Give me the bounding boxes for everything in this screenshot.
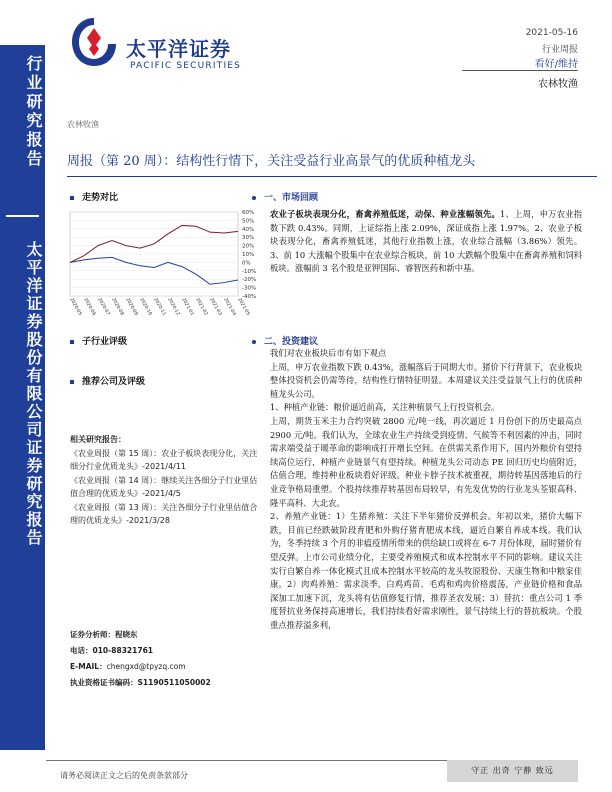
report-type: 行业周报 <box>541 45 578 55</box>
series-line-1 <box>70 225 238 262</box>
related-report-item[interactable]: 《农业周报（第 13 周）：关注各细分子行业里估值合理的优质龙头》-2021/3/28 <box>70 502 258 525</box>
bullet-dot-icon <box>252 340 256 344</box>
y-tick-label: 50% <box>242 218 255 225</box>
section-heading-1: 一、市场回顾 <box>252 190 318 203</box>
analyst-info <box>70 627 260 691</box>
y-tick-label: -40% <box>242 294 257 300</box>
investment-advice-body <box>270 347 582 632</box>
header-industry: 农林牧渔 <box>538 79 578 90</box>
footer-motto: 守正 出奇 宁静 致远 <box>447 760 578 782</box>
phone-row <box>70 643 260 659</box>
cert-row <box>70 675 260 691</box>
report-title: 周报（第 20 周）：结构性行情下，关注受益行业高景气的优质种植龙头 <box>67 154 476 169</box>
advice-paragraph: 我们对农业板块后市有如下观点 <box>270 348 387 358</box>
market-review-lead: 农业子板块表现分化，畜禽养殖低迷，动保、种业涨幅领先。 <box>270 209 501 219</box>
phone-label: 电话： <box>70 646 93 655</box>
footer-disclaimer: 请务必阅读正文之后的免责条款部分 <box>60 771 188 780</box>
x-tick-label: 2021-04 <box>222 297 237 317</box>
advice-paragraph: 上周，申万农业指数下跌 0.43%，涨幅落后于同期大市。猪价下行背景下，农业板块整体投资机会仍需等待，结构性行情特征明显。本周建议关注受益景气上行的优质种植龙头公司。 <box>270 361 582 399</box>
sidebar-label-top: 行业研究报告 <box>24 55 43 169</box>
trend-chart <box>66 208 266 320</box>
bullet-dot-icon <box>252 196 256 200</box>
title-divider <box>67 176 597 177</box>
related-heading: 相关研究报告： <box>70 435 126 444</box>
y-tick-label: 60% <box>242 210 255 216</box>
pacific-securities-logo-icon <box>68 14 120 70</box>
email-link[interactable]: chengxd@tpyzq.com <box>106 662 186 671</box>
x-tick-label: 2021-03 <box>208 297 223 317</box>
x-tick-label: 2021-02 <box>194 297 209 317</box>
y-tick-label: -20% <box>242 277 257 284</box>
sidebar-band <box>0 45 45 750</box>
bullet-square-icon <box>70 196 74 200</box>
x-tick-label: 2021-01 <box>180 297 195 317</box>
y-tick-label: 0% <box>242 260 251 267</box>
x-tick-label: 2020-11 <box>152 297 167 317</box>
section-heading-2: 二、投资建议 <box>252 334 318 347</box>
industry-rating: 看好/维持 <box>534 59 578 70</box>
market-review-text: 1、上周，申万农业指数下跌 0.43%。同期，上证综指上涨 2.09%，深证成指上涨 1.97%。2、农业子板块表现分化，畜禽养殖低迷，其他行业指数上涨，农业综合涨幅（3.86%）领先。3、前 10 大涨幅个股集中在农业综合板块，前 10 大跌幅个股集中在畜禽养殖和饲料板块。涨幅前 3 名个股是亚钾国际、睿智医药和新中基。 <box>270 209 582 274</box>
report-date: 2021-05-16 <box>525 28 578 38</box>
industry-tag: 农林牧渔 <box>67 120 99 129</box>
cert-value: S1190511050002 <box>137 678 211 687</box>
email-row <box>70 659 260 675</box>
y-tick-label: 10% <box>242 252 255 258</box>
phone-value: 010-88321761 <box>92 646 154 655</box>
x-tick-label: 2020-09 <box>124 297 139 317</box>
analyst-name: 程晓东 <box>115 630 138 639</box>
x-tick-label: 2020-05 <box>68 297 83 317</box>
y-tick-label: 20% <box>242 243 255 250</box>
related-reports <box>70 433 258 528</box>
related-report-item[interactable]: 《农业周报（第 14 周）：继续关注各细分子行业里估值合理的优质龙头》-2021/4/5 <box>70 475 258 498</box>
x-tick-label: 2020-12 <box>166 297 181 317</box>
y-tick-label: 40% <box>242 226 255 233</box>
sidebar-divider <box>6 215 39 217</box>
recommend-heading: 推荐公司及评级 <box>70 374 145 387</box>
bullet-square-icon <box>70 380 74 384</box>
x-tick-label: 2020-08 <box>110 297 125 317</box>
cert-label: 执业资格证书编码： <box>70 678 138 687</box>
related-report-item[interactable]: 《农业周报（第 15 周）：农业子板块表现分化，关注细分行业优质龙头》-2021/4/11 <box>70 448 258 471</box>
logo-wordmark-cn: 太平洋证券 <box>126 37 231 61</box>
advice-paragraph: 1、种植产业链：粮价逼近前高，关注种植景气上行投资机会。 <box>270 402 500 413</box>
x-tick-label: 2020-07 <box>96 297 111 317</box>
sidebar-label-bottom: 太平洋证券股份有限公司证券研究报告 <box>24 241 43 547</box>
x-tick-label: 2021-05 <box>236 297 251 317</box>
x-tick-label: 2020-10 <box>138 297 153 317</box>
analyst-row <box>70 627 260 643</box>
y-tick-label: -30% <box>242 285 257 292</box>
logo-wordmark-en: PACIFIC SECURITIES <box>130 61 242 71</box>
email-label: E-MAIL： <box>70 662 107 671</box>
y-tick-label: -10% <box>242 268 257 275</box>
trend-heading: 走势对比 <box>70 190 118 203</box>
y-tick-label: 30% <box>242 235 255 242</box>
x-tick-label: 2020-06 <box>82 297 97 317</box>
market-review-body <box>270 208 582 276</box>
advice-paragraph: 上周，期货玉米主力合约突破 2800 元/吨一线，再次逼近 1 月份创下的历史最高点 2900 元/吨。我们认为，全球农业生产持续受到疫情、气候等不利因素的冲击，同时需求端受益于暖革命的影响成打开增长空间。在供需关系作用下，国内外粮价有望持续高位运行，种植产业链景气有望持续。种植龙头公司动态 PE 回归历史均值附近，估值合理，维持种业板块看好评级。种业卡脖子技术被重视，期待转基因落地后的行业竞争格局重塑。个股持续推荐转基因布局较早，有先发优势的行业龙头荃银高科、隆平高科、大北农。 <box>270 415 582 508</box>
bullet-square-icon <box>70 340 74 344</box>
header-divider <box>462 70 578 71</box>
sub-rating-heading: 子行业评级 <box>70 334 127 347</box>
advice-paragraph: 2、养殖产业链：1）生猪养殖：关注下半年猪价反弹机会。年初以来，猪价大幅下跌，目前已经跌破阶段育肥和外购仔猪育肥成本线，逼近自繁自养成本线。我们认为，冬季持续 3 个月的非瘟疫情所带来的供给缺口或将在 6-7 月份体现，届时猪价有望反弹。上市公司业绩分化，主要受养殖模式和成本控制水平不同的影响。建议关注实行自繁自养一体化模式且成本控制水平较高的龙头牧原股份、天康生物和中粮家佳康。2）肉鸡养殖：需求淡季，白鸡鸡苗、毛鸡和鸡肉价格震荡，产业链价格和食品深加工加速下沉，龙头将有估值修复行情，推荐圣农发展；3）替抗：重点公司 1 季度替抗业务保持高速增长，我们持续看好需求刚性，景气持续上行的替抗板块。个股重点推荐溢多利， <box>270 511 582 630</box>
analyst-label: 证券分析师： <box>70 630 115 639</box>
